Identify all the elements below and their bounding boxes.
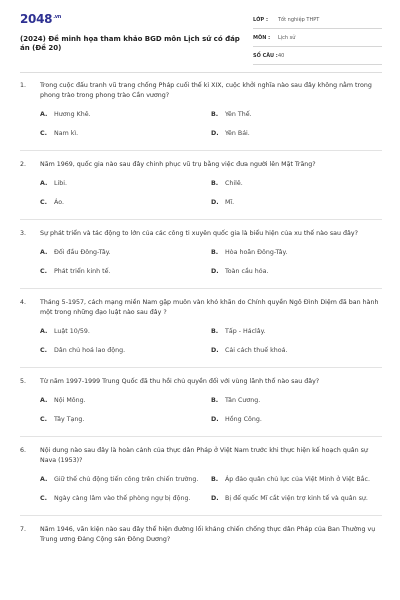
answer-option[interactable] — [211, 324, 382, 339]
option-text: Hương Khê. — [54, 110, 91, 118]
answer-option[interactable] — [211, 195, 382, 210]
option-text: Ngày càng lâm vào thế phòng ngự bị động. — [54, 494, 191, 502]
option-text: Yên Bái. — [225, 129, 250, 137]
question-item — [20, 523, 382, 550]
question-text: Năm 1946, văn kiện nào sau đây thể hiện đường lối kháng chiến chống thực dân Pháp của Ban Thường vụ Trung ương Đảng Cộng sản Đông Dương? — [40, 526, 376, 543]
answer-option[interactable] — [211, 245, 382, 260]
answer-option[interactable] — [40, 324, 211, 339]
option-text: Mĩ. — [225, 198, 235, 206]
answer-option[interactable] — [40, 343, 211, 358]
option-text: Áo. — [54, 198, 64, 206]
option-text: Dân chủ hoá lao động. — [54, 346, 126, 354]
question-number: 5. — [20, 378, 27, 385]
question-stem — [20, 525, 382, 545]
meta-value: Tốt nghiệp THPT — [278, 17, 320, 23]
logo-suffix: .vn — [53, 14, 62, 20]
answer-options — [20, 245, 382, 283]
meta-value: 40 — [278, 53, 285, 59]
answer-option[interactable] — [40, 472, 211, 487]
option-text: Bị đế quốc Mĩ cắt viện trợ kinh tế và quân sự. — [225, 494, 368, 502]
option-text: Chilê. — [225, 179, 243, 187]
option-letter: C. — [40, 267, 48, 275]
question-number: 2. — [20, 161, 27, 168]
answer-option[interactable] — [40, 264, 211, 279]
question-text: Trong cuộc đấu tranh vũ trang chống Pháp cuối thế kỉ XIX, cuộc khởi nghĩa nào sau đây không nằm trong phong trào trong phong trào Cần vương? — [40, 82, 372, 99]
option-text: Giữ thế chủ động tiến công trên chiến trường. — [54, 475, 199, 483]
option-letter: A. — [40, 396, 48, 404]
option-letter: D. — [211, 129, 219, 137]
question-number: 7. — [20, 526, 27, 533]
answer-option[interactable] — [211, 412, 382, 427]
option-letter: C. — [40, 346, 48, 354]
option-text: Phát triển kinh tế. — [54, 267, 111, 275]
option-text: Tây Tạng. — [54, 415, 85, 423]
meta-label: MÔN : — [253, 35, 271, 41]
question-text: Sự phát triển và tác động to lớn của các công ti xuyên quốc gia là biểu hiện của xu thế nào sau đây? — [40, 230, 358, 237]
question-number: 6. — [20, 447, 27, 454]
answer-option[interactable] — [211, 176, 382, 191]
question-stem — [20, 229, 382, 239]
meta-row-subject — [253, 33, 382, 47]
option-letter: B. — [211, 475, 219, 483]
answer-options — [20, 176, 382, 214]
logo-text: 2048 — [20, 12, 53, 26]
document-header — [20, 12, 382, 62]
answer-option[interactable] — [211, 126, 382, 141]
question-stem — [20, 160, 382, 170]
meta-row-question-count — [253, 51, 382, 65]
answer-option[interactable] — [40, 195, 211, 210]
option-letter: A. — [40, 248, 48, 256]
option-letter: B. — [211, 110, 219, 118]
option-text: Hòa hoãn Đông-Tây. — [225, 248, 288, 256]
option-text: Tân Cương. — [225, 396, 261, 404]
option-letter: D. — [211, 267, 219, 275]
option-text: Yên Thế. — [225, 110, 252, 118]
option-text: Tấp - Háclây. — [225, 327, 266, 335]
answer-option[interactable] — [40, 126, 211, 141]
option-letter: A. — [40, 179, 48, 187]
question-number: 1. — [20, 82, 27, 89]
answer-option[interactable] — [40, 491, 211, 506]
answer-option[interactable] — [211, 264, 382, 279]
option-letter: B. — [211, 327, 219, 335]
option-letter: C. — [40, 415, 48, 423]
answer-options — [20, 472, 382, 510]
option-text: Cải cách thuế khoá. — [225, 346, 288, 354]
option-text: Toàn cầu hóa. — [225, 267, 269, 275]
option-letter: B. — [211, 179, 219, 187]
answer-options — [20, 324, 382, 362]
answer-option[interactable] — [211, 343, 382, 358]
question-text: Năm 1969, quốc gia nào sau đây chinh phục vũ trụ bằng việc đưa người lên Mặt Trăng? — [40, 161, 316, 168]
answer-option[interactable] — [40, 107, 211, 122]
option-letter: C. — [40, 494, 48, 502]
answer-option[interactable] — [211, 472, 382, 487]
question-item — [20, 444, 382, 516]
question-number: 4. — [20, 299, 27, 306]
answer-option[interactable] — [40, 412, 211, 427]
question-stem — [20, 446, 382, 466]
question-item — [20, 79, 382, 151]
question-list — [20, 79, 382, 557]
answer-option[interactable] — [40, 176, 211, 191]
answer-options — [20, 393, 382, 431]
answer-option[interactable] — [40, 393, 211, 408]
option-text: Nam kì. — [54, 129, 79, 137]
question-number: 3. — [20, 230, 27, 237]
answer-option[interactable] — [211, 491, 382, 506]
option-text: Luật 10/59. — [54, 327, 90, 335]
question-item — [20, 227, 382, 289]
site-logo[interactable] — [20, 12, 61, 26]
option-letter: A. — [40, 475, 48, 483]
option-letter: D. — [211, 198, 219, 206]
header-divider — [20, 72, 382, 73]
answer-option[interactable] — [211, 107, 382, 122]
option-letter: B. — [211, 396, 219, 404]
answer-options — [20, 107, 382, 145]
question-stem — [20, 377, 382, 387]
answer-option[interactable] — [211, 393, 382, 408]
option-letter: B. — [211, 248, 219, 256]
question-text: Từ năm 1997-1999 Trung Quốc đã thu hồi chủ quyền đối với vùng lãnh thổ nào sau đây? — [40, 378, 320, 385]
question-item — [20, 158, 382, 220]
option-letter: D. — [211, 494, 219, 502]
question-item — [20, 296, 382, 368]
question-text: Nội dung nào sau đây là hoàn cảnh của thực dân Pháp ở Việt Nam trước khi thực hiện kế hoạch quân sự Nava (1953)? — [40, 447, 368, 464]
option-text: Đối đầu Đông-Tây. — [54, 248, 111, 256]
meta-label: SỐ CÂU : — [253, 53, 278, 59]
option-letter: C. — [40, 129, 48, 137]
option-text: Áp đảo quân chủ lực của Việt Minh ở Việt Bắc. — [225, 475, 371, 483]
option-letter: C. — [40, 198, 48, 206]
option-text: Libi. — [54, 179, 68, 187]
option-letter: D. — [211, 415, 219, 423]
meta-label: LỚP : — [253, 17, 268, 23]
document-title: (2024) Đề minh họa tham khảo BGD môn Lịch sử có đáp án (Đề 20) — [20, 35, 240, 52]
option-text: Hồng Công. — [225, 415, 262, 423]
option-text: Nội Mông. — [54, 396, 86, 404]
question-stem — [20, 298, 382, 318]
option-letter: A. — [40, 327, 48, 335]
question-text: Tháng 5-1957, cách mạng miền Nam gặp muôn vàn khó khăn do Chính quyền Ngô Đình Diệm đã ban hành một trong những đạo luật nào sau đây ? — [40, 299, 379, 316]
question-stem — [20, 81, 382, 101]
question-item — [20, 375, 382, 437]
option-letter: D. — [211, 346, 219, 354]
option-letter: A. — [40, 110, 48, 118]
meta-value: Lịch sử — [278, 35, 296, 41]
answer-option[interactable] — [40, 245, 211, 260]
meta-row-class — [253, 15, 382, 29]
document-meta — [253, 15, 382, 69]
